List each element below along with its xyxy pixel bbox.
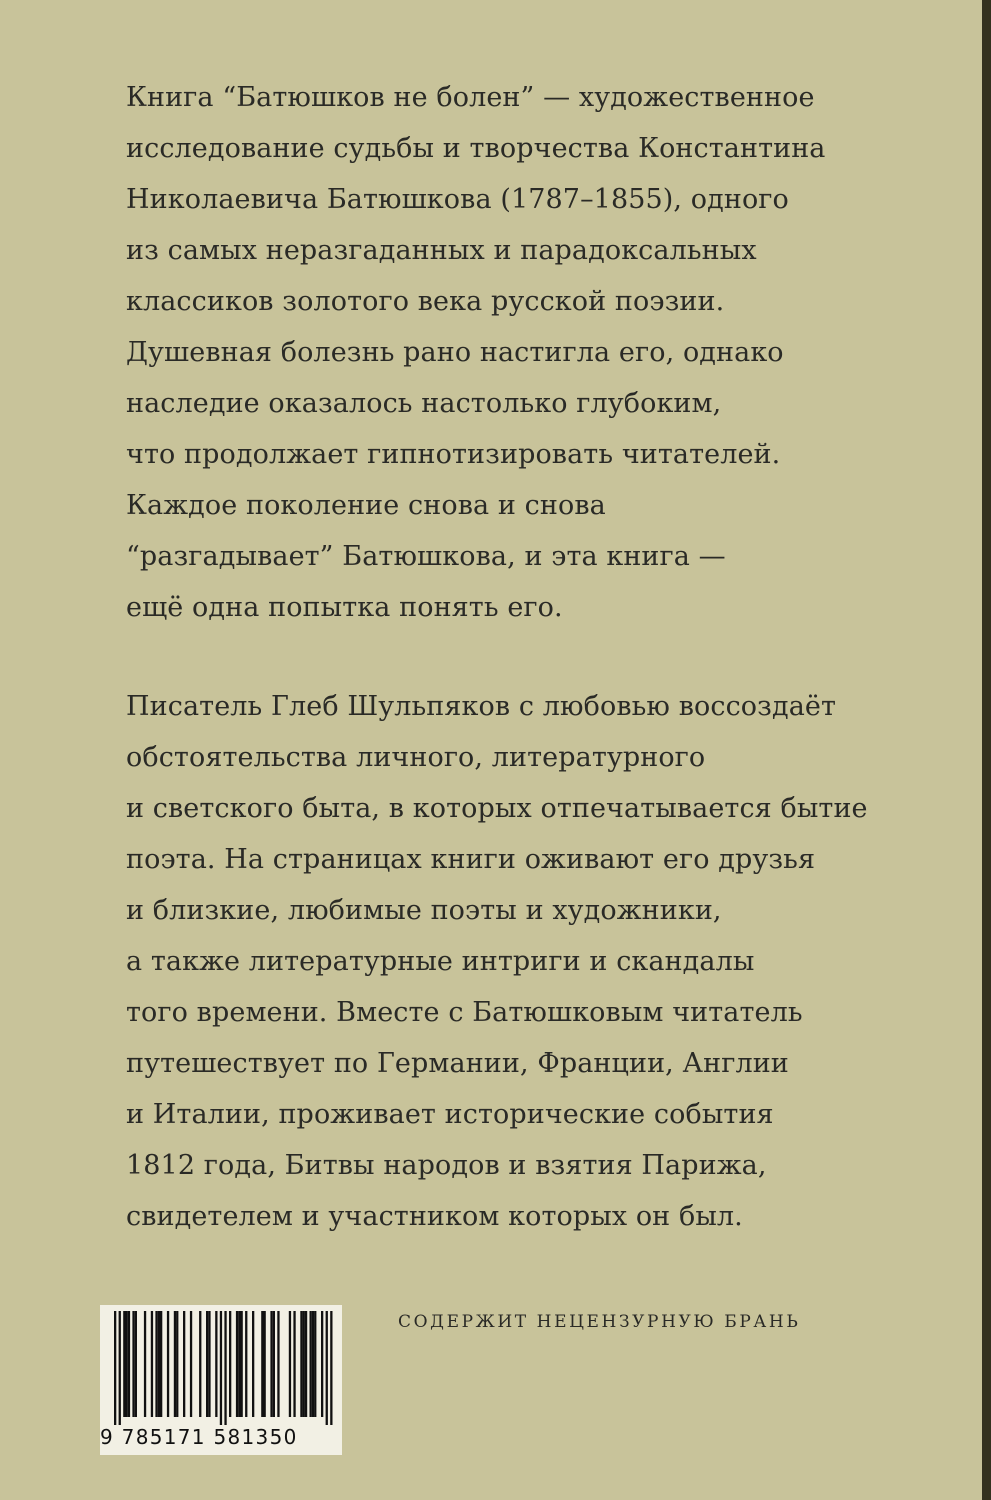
- barcode-bar: [206, 1311, 208, 1417]
- text-line: путешествует по Германии, Франции, Англии: [126, 1048, 789, 1079]
- text-line: Душевная болезнь рано настигла его, однако: [126, 337, 784, 368]
- barcode-bar: [208, 1311, 210, 1417]
- barcode-bar: [293, 1311, 295, 1417]
- barcode-bar: [252, 1311, 254, 1417]
- barcode-digits: 9 785171 581350: [100, 1425, 298, 1449]
- barcode-bar: [167, 1311, 169, 1417]
- barcode-bar: [326, 1311, 328, 1425]
- barcode-bar: [132, 1311, 134, 1417]
- text-line: 1812 года, Битвы народов и взятия Парижа,: [126, 1150, 767, 1181]
- text-line: обстоятельства личного, литературного: [126, 742, 706, 773]
- barcode-bar: [229, 1311, 231, 1417]
- text-line: наследие оказалось настолько глубоким,: [126, 388, 722, 419]
- barcode-bar: [312, 1311, 314, 1417]
- barcode-bar: [305, 1311, 307, 1417]
- text-line: поэта. На страницах книги оживают его друзья: [126, 844, 816, 875]
- barcode-bar: [119, 1311, 121, 1425]
- barcode-bar: [215, 1311, 217, 1417]
- text-line: Книга “Батюшков не болен” — художественное: [126, 82, 815, 113]
- text-line: Каждое поколение снова и снова: [126, 490, 606, 521]
- text-line: ещё одна попытка понять его.: [126, 592, 563, 623]
- barcode-bar: [151, 1311, 153, 1417]
- barcode-bar: [236, 1311, 238, 1417]
- text-line: исследование судьбы и творчества Константина: [126, 133, 826, 164]
- barcode-bar: [224, 1311, 226, 1425]
- barcode-bar: [123, 1311, 125, 1417]
- barcode-bar: [176, 1311, 178, 1417]
- spine-edge: [982, 0, 991, 1500]
- text-line: классиков золотого века русской поэзии.: [126, 286, 725, 317]
- isbn-barcode: [100, 1305, 342, 1455]
- barcode-bar: [273, 1311, 275, 1417]
- barcode-bar: [220, 1311, 222, 1425]
- barcode-bar: [190, 1311, 192, 1417]
- barcode-bar: [160, 1311, 162, 1417]
- content-warning: СОДЕРЖИТ НЕЦЕНЗУРНУЮ БРАНЬ: [398, 1312, 801, 1332]
- barcode-bar: [270, 1311, 272, 1417]
- barcode-bar: [310, 1311, 312, 1417]
- barcode-bar: [321, 1311, 323, 1417]
- barcode-bar: [289, 1311, 291, 1417]
- barcode-bar: [183, 1311, 185, 1417]
- text-line: и близкие, любимые поэты и художники,: [126, 895, 722, 926]
- text-line: Николаевича Батюшкова (1787–1855), одного: [126, 184, 789, 215]
- barcode-bar: [155, 1311, 157, 1417]
- barcode-bar: [126, 1311, 128, 1417]
- barcode-bar: [144, 1311, 146, 1417]
- barcode-bar: [158, 1311, 160, 1417]
- text-line: свидетелем и участником которых он был.: [126, 1201, 743, 1232]
- barcode-bar: [264, 1311, 266, 1417]
- barcode-bar: [261, 1311, 263, 1417]
- text-line: Писатель Глеб Шульпяков с любовью воссоздаёт: [126, 691, 837, 722]
- text-line: из самых неразгаданных и парадоксальных: [126, 235, 757, 266]
- barcode-bar: [303, 1311, 305, 1417]
- barcode-bar: [330, 1311, 332, 1425]
- description-paragraph-1: [126, 72, 886, 633]
- barcode-bar: [114, 1311, 116, 1425]
- text-line: что продолжает гипнотизировать читателей.: [126, 439, 781, 470]
- text-line: того времени. Вместе с Батюшковым читатель: [126, 997, 803, 1028]
- barcode-bar: [135, 1311, 137, 1417]
- text-line: и светского быта, в которых отпечатывается бытие: [126, 793, 868, 824]
- barcode-bar: [277, 1311, 279, 1417]
- text-line: а также литературные интриги и скандалы: [126, 946, 755, 977]
- barcode-bar: [300, 1311, 302, 1417]
- barcode-bar: [174, 1311, 176, 1417]
- barcode-bar: [245, 1311, 247, 1417]
- text-line: “разгадывает” Батюшкова, и эта книга —: [126, 541, 726, 572]
- text-line: и Италии, проживает исторические события: [126, 1099, 774, 1130]
- barcode-bar: [241, 1311, 243, 1417]
- description-paragraph-2: [126, 681, 886, 1242]
- barcode-bar: [199, 1311, 201, 1417]
- barcode-bar: [238, 1311, 240, 1417]
- barcode-bars: [100, 1305, 342, 1425]
- barcode-bar: [128, 1311, 130, 1417]
- barcode-bar: [314, 1311, 316, 1417]
